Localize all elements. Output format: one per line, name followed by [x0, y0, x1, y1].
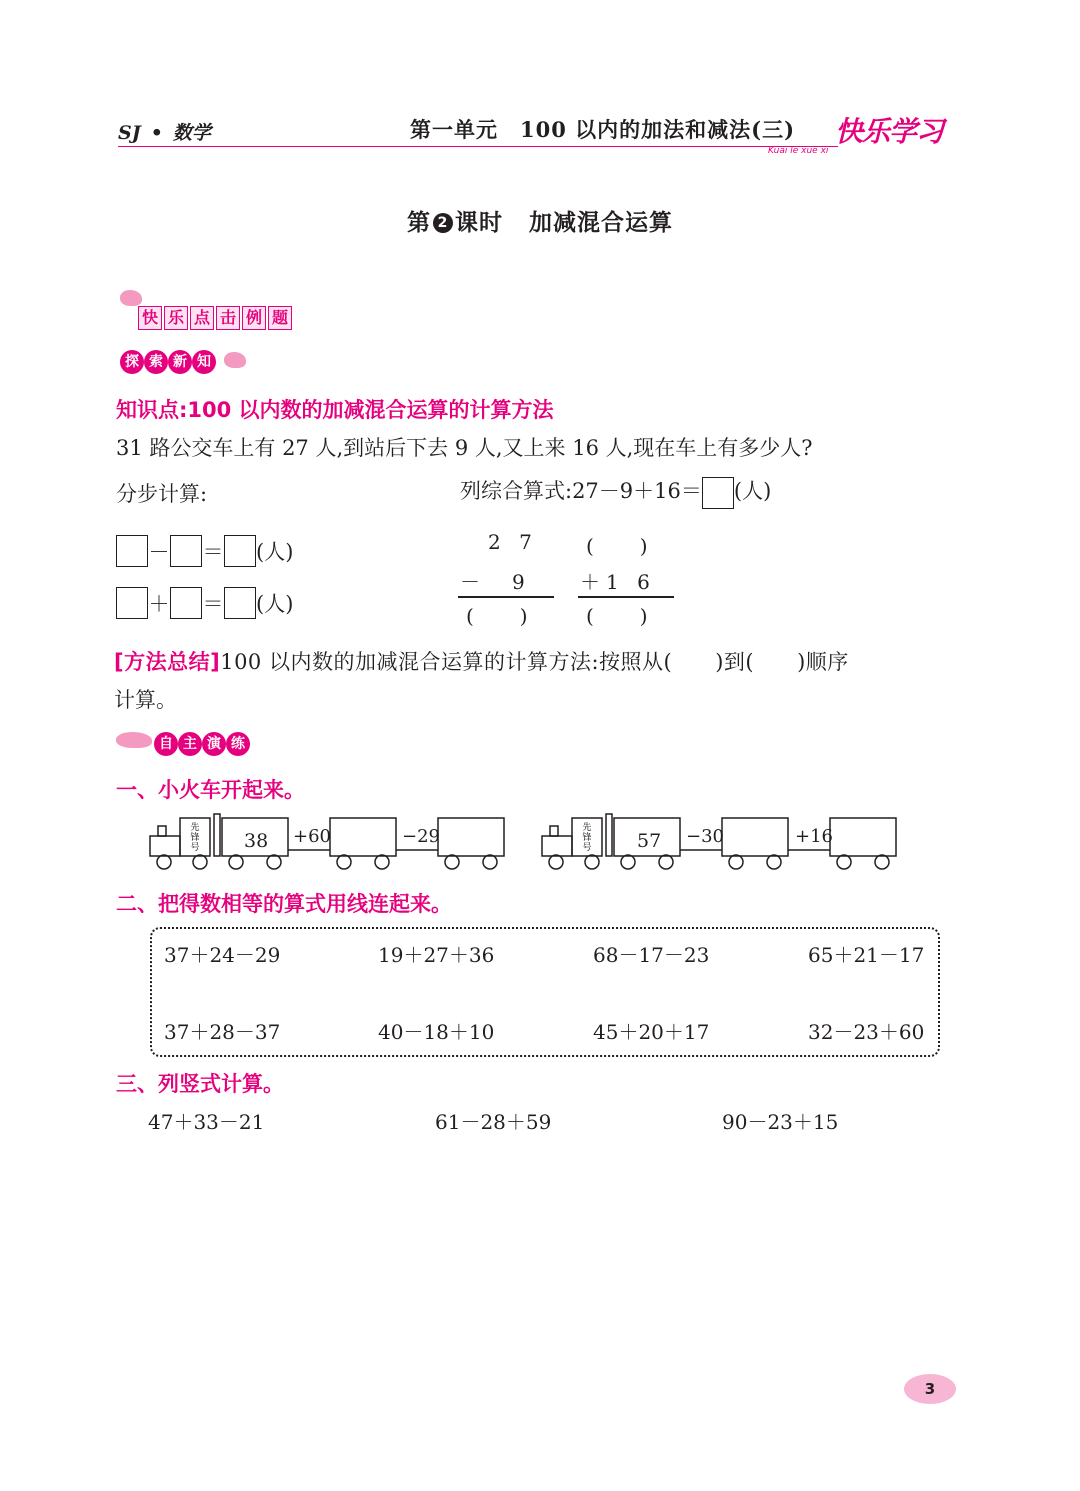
answer-box[interactable]: [170, 535, 202, 567]
vertical-a-operand: － 9: [460, 570, 531, 594]
vertical-a-line: [458, 596, 554, 598]
train-2-op-2: +16: [795, 826, 833, 847]
lesson-title: 第 2 课时 加减混合运算: [407, 210, 673, 236]
match-bottom-2[interactable]: 40－18＋10: [378, 1020, 495, 1044]
brand-logo: 快乐学习: [835, 115, 944, 148]
series-code: SJ: [118, 122, 141, 144]
practice-tag: 自 主 演 练: [116, 728, 248, 756]
answer-box[interactable]: [170, 587, 202, 619]
train-2-op-1: −30: [686, 826, 724, 847]
method-summary: [方法总结]100 以内数的加减混合运算的计算方法:按照从( )到( )顺序: [114, 650, 849, 674]
section-2-title: 二、把得数相等的算式用线连起来。: [116, 892, 452, 916]
answer-box[interactable]: [224, 587, 256, 619]
header-divider: [118, 146, 838, 147]
word-problem: 31 路公交车上有 27 人,到站后下去 9 人,又上来 16 人,现在车上有多少人?: [116, 436, 813, 460]
vertical-item-2: 61－28＋59: [435, 1110, 552, 1134]
vertical-item-1: 47＋33－21: [148, 1110, 265, 1134]
combined-expression: 列综合算式:27－9＋16＝ (人): [460, 475, 771, 509]
examples-tag: 快 乐 点 击 例 题: [116, 296, 292, 330]
match-top-1[interactable]: 37＋24－29: [164, 943, 281, 967]
page-number: 3: [904, 1374, 956, 1404]
answer-box[interactable]: [224, 535, 256, 567]
header-subject: SJ • 数学: [118, 122, 211, 144]
section-3-title: 三、列竖式计算。: [116, 1072, 284, 1096]
section-1-title: 一、小火车开起来。: [116, 778, 305, 802]
train-1-op-2: −29: [402, 826, 440, 847]
step-equation-1: － ＝ (人): [116, 535, 293, 567]
bird-icon: [116, 732, 152, 748]
match-top-2[interactable]: 19＋27＋36: [378, 943, 495, 967]
train-2-start: 57: [637, 830, 662, 852]
vertical-a-top: 2 7: [488, 530, 538, 554]
step-label: 分步计算:: [116, 482, 208, 506]
vertical-b-result: ( ): [586, 604, 650, 628]
bird-icon: [120, 290, 142, 306]
vertical-b-operand: ＋1 6: [580, 570, 656, 594]
subject-label: 数学: [172, 122, 211, 144]
engine-label-1: 先锋号: [190, 823, 200, 853]
brand-pinyin: Kuai le xue xi: [768, 146, 829, 156]
answer-box[interactable]: [116, 535, 148, 567]
match-bottom-3[interactable]: 45＋20＋17: [593, 1020, 710, 1044]
bird-icon: [224, 352, 246, 368]
train-1: [144, 810, 524, 874]
answer-box[interactable]: [702, 477, 734, 509]
knowledge-point: 知识点:100 以内数的加减混合运算的计算方法: [116, 398, 554, 422]
matching-box: [150, 927, 940, 1057]
engine-label-2: 先锋号: [582, 823, 592, 853]
unit-title: 第一单元 100 以内的加法和减法(三): [410, 117, 796, 142]
match-bottom-4[interactable]: 32－23＋60: [808, 1020, 925, 1044]
vertical-b-line: [578, 596, 674, 598]
answer-box[interactable]: [116, 587, 148, 619]
train-2: [536, 810, 916, 874]
vertical-a-result: ( ): [466, 604, 530, 628]
method-summary-cont: 计算。: [114, 688, 177, 712]
lesson-number-badge: 2: [433, 213, 453, 233]
match-top-4[interactable]: 65＋21－17: [808, 943, 925, 967]
explore-tag: 探 索 新 知: [120, 350, 214, 374]
lesson-name: 加减混合运算: [529, 210, 673, 236]
train-1-start: 38: [244, 830, 269, 852]
vertical-b-top: ( ): [586, 534, 650, 558]
match-top-3[interactable]: 68－17－23: [593, 943, 710, 967]
train-1-op-1: +60: [293, 826, 331, 847]
vertical-item-3: 90－23＋15: [722, 1110, 839, 1134]
step-equation-2: ＋ ＝ (人): [116, 587, 293, 619]
match-bottom-1[interactable]: 37＋28－37: [164, 1020, 281, 1044]
